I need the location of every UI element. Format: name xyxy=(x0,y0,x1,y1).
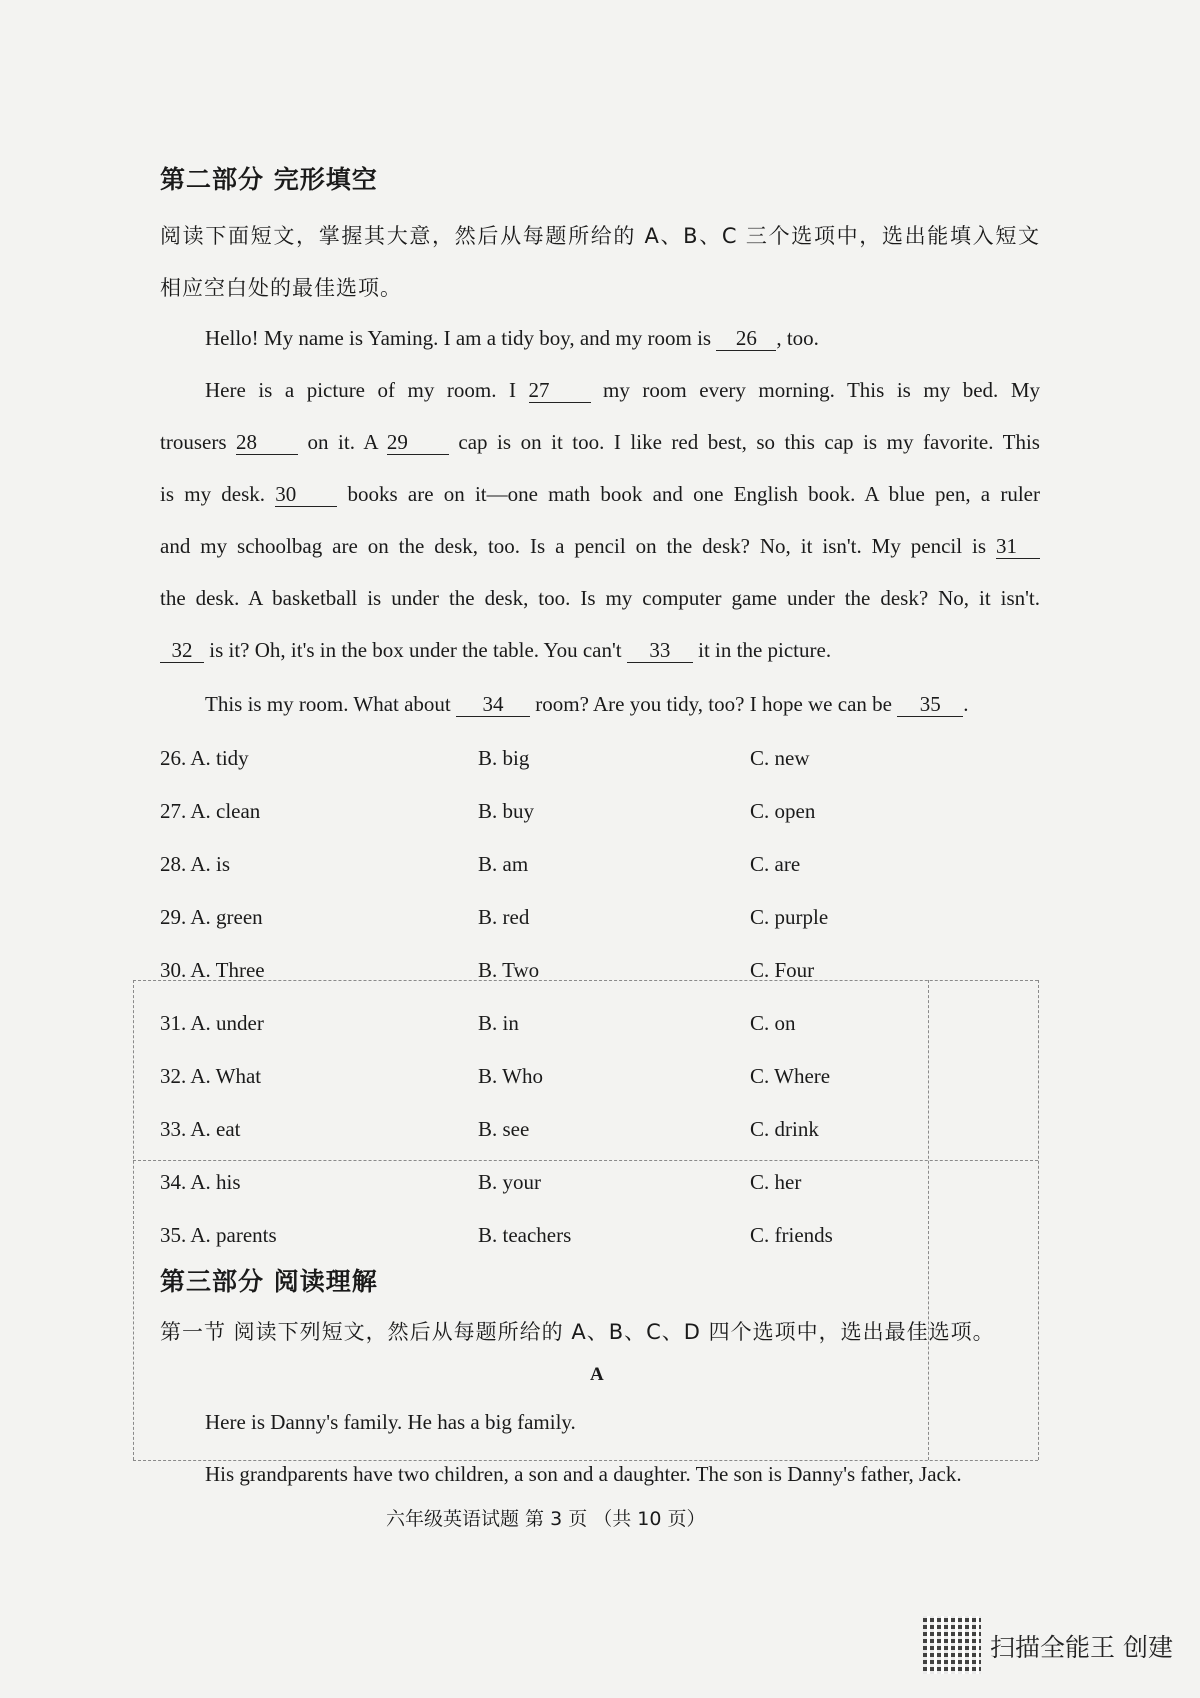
question-27-option-a: 27. A. clean xyxy=(160,799,261,823)
question-33-option-c: C. drink xyxy=(750,1117,819,1141)
question-27-option-c: C. open xyxy=(750,799,816,823)
blank-32: 32 xyxy=(160,639,204,663)
bleed-box-bottom xyxy=(133,1460,1038,1461)
question-33-option-a: 33. A. eat xyxy=(160,1117,241,1141)
passage-text: Hello! My name is Yaming. I am a tidy boy, and my room is xyxy=(205,326,717,350)
blank-29: 29 xyxy=(387,431,449,455)
section2-title: 第二部分 完形填空 xyxy=(160,165,378,194)
question-28-option-c: C. are xyxy=(750,852,801,876)
passage-line-7 xyxy=(160,638,831,663)
passage-text: is my desk. xyxy=(160,482,276,506)
question-35-option-a: 35. A. parents xyxy=(160,1223,277,1247)
passage-text: on it. A xyxy=(298,430,387,454)
passage-line-1 xyxy=(205,326,819,351)
passage-line-8 xyxy=(205,692,968,717)
question-31-option-b: B. in xyxy=(478,1011,519,1035)
qr-code-icon xyxy=(923,1616,981,1674)
bleed-box-mid xyxy=(133,1160,1038,1161)
passage-text: room? Are you tidy, too? I hope we can be xyxy=(530,692,898,716)
question-26-option-b: B. big xyxy=(478,746,530,770)
question-35-option-c: C. friends xyxy=(750,1223,833,1247)
blank-28: 28 xyxy=(236,431,298,455)
reading-paragraph-1: Here is Danny's family. He has a big family. xyxy=(205,1410,576,1434)
question-35-option-b: B. teachers xyxy=(478,1223,572,1247)
blank-35: 35 xyxy=(897,693,963,717)
passage-text: This is my room. What about xyxy=(205,692,457,716)
passage-label: A xyxy=(590,1364,604,1385)
question-32-option-b: B. Who xyxy=(478,1064,543,1088)
passage-text: it in the picture. xyxy=(692,638,832,662)
blank-34: 34 xyxy=(456,693,530,717)
question-30-option-c: C. Four xyxy=(750,958,815,982)
blank-30: 30 xyxy=(275,483,337,507)
section2-instruction-line1: 阅读下面短文，掌握其大意，然后从每题所给的 A、B、C 三个选项中，选出能填入短文 xyxy=(160,224,1040,248)
page-footer: 六年级英语试题 第 3 页 （共 10 页） xyxy=(386,1508,706,1530)
passage-text: cap is on it too. I like red best, so this cap is my favorite. This xyxy=(448,430,1040,454)
blank-33: 33 xyxy=(627,639,693,663)
question-31-option-a: 31. A. under xyxy=(160,1011,264,1035)
passage-line-4 xyxy=(160,482,1040,507)
section3-title: 第三部分 阅读理解 xyxy=(160,1267,378,1296)
scanner-watermark: 扫描全能王 创建 xyxy=(990,1633,1173,1662)
section3-instruction: 第一节 阅读下列短文，然后从每题所给的 A、B、C、D 四个选项中，选出最佳选项。 xyxy=(160,1320,995,1344)
question-29-option-c: C. purple xyxy=(750,905,829,929)
question-34-option-a: 34. A. his xyxy=(160,1170,241,1194)
passage-text: trousers xyxy=(160,430,237,454)
passage-text: books are on it—one math book and one English book. A blue pen, a ruler xyxy=(337,482,1040,506)
question-29-option-a: 29. A. green xyxy=(160,905,263,929)
reading-paragraph-2: His grandparents have two children, a son and a daughter. The son is Danny's father, Jack. xyxy=(205,1462,962,1486)
question-34-option-b: B. your xyxy=(478,1170,541,1194)
passage-line-5 xyxy=(160,534,1040,559)
question-33-option-b: B. see xyxy=(478,1117,530,1141)
question-26-option-a: 26. A. tidy xyxy=(160,746,249,770)
passage-line-2 xyxy=(205,378,1040,403)
blank-31: 31 xyxy=(996,535,1040,559)
question-26-option-c: C. new xyxy=(750,746,810,770)
question-27-option-b: B. buy xyxy=(478,799,535,823)
question-32-option-a: 32. A. What xyxy=(160,1064,262,1088)
question-32-option-c: C. Where xyxy=(750,1064,831,1088)
bleed-box-left xyxy=(133,980,134,1460)
question-31-option-c: C. on xyxy=(750,1011,796,1035)
question-34-option-c: C. her xyxy=(750,1170,802,1194)
blank-27: 27 xyxy=(529,379,591,403)
question-30-option-a: 30. A. Three xyxy=(160,958,265,982)
passage-text: is it? Oh, it's in the box under the table. You can't xyxy=(204,638,627,662)
question-28-option-a: 28. A. is xyxy=(160,852,231,876)
bleed-box-divider xyxy=(928,980,929,1460)
question-28-option-b: B. am xyxy=(478,852,529,876)
question-30-option-b: B. Two xyxy=(478,958,540,982)
passage-line-6: the desk. A basketball is under the desk, too. Is my computer game under the desk? No, it isn't. xyxy=(160,586,1040,610)
bleed-box-right xyxy=(1038,980,1039,1460)
passage-line-3 xyxy=(160,430,1040,455)
passage-text: , too. xyxy=(776,326,819,350)
bleed-box-top xyxy=(133,980,1038,981)
passage-text: Here is a picture of my room. I xyxy=(205,378,529,402)
blank-26: 26 xyxy=(716,327,776,351)
passage-text: my room every morning. This is my bed. My xyxy=(590,378,1040,402)
section2-instruction-line2: 相应空白处的最佳选项。 xyxy=(160,276,402,300)
passage-text: and my schoolbag are on the desk, too. Is a pencil on the desk? No, it isn't. My pencil is xyxy=(160,534,996,558)
passage-text: . xyxy=(963,692,969,716)
question-29-option-b: B. red xyxy=(478,905,530,929)
